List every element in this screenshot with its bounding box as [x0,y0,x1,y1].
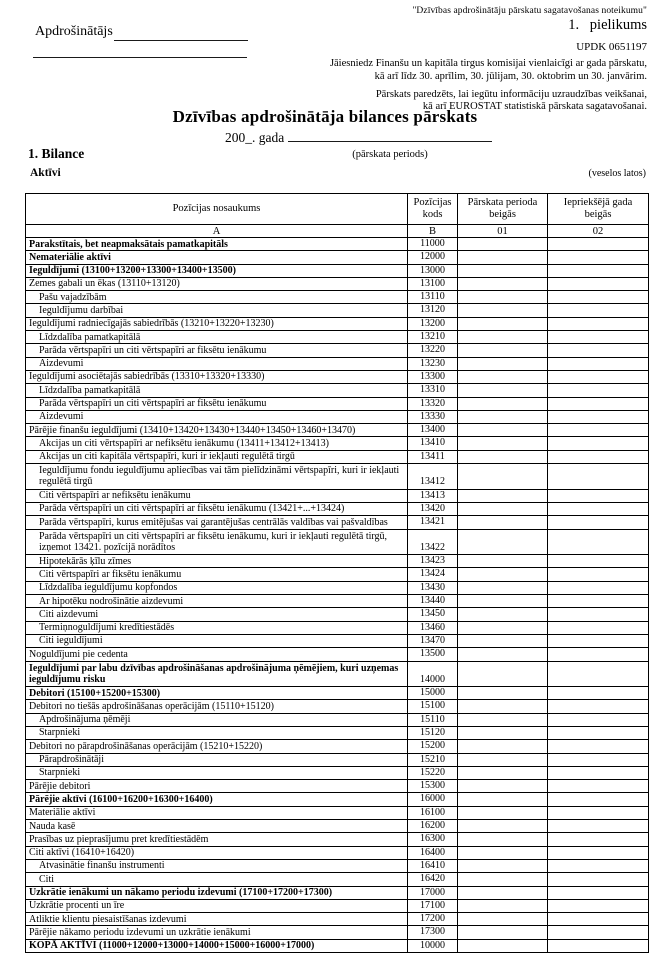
table-row [26,648,649,661]
row-label: Prasības uz pieprasījumu pret kredītiestādēm [26,833,408,846]
row-code: 15210 [408,753,458,766]
table-row [26,437,649,450]
col-header-position-code: Pozīcijas kods [408,194,458,225]
purpose-note-line-1: Pārskats paredzēts, lai iegūtu informāciju uzraudzības veikšanai, [375,88,647,100]
balance-table [25,193,649,953]
table-row [26,502,649,515]
value-current-period [458,806,548,819]
row-label: Citi aizdevumi [26,608,408,621]
row-code: 13330 [408,410,458,423]
row-label: Aizdevumi [26,357,408,370]
table-row [26,489,649,502]
submission-note-line-2: kā arī līdz 30. aprīlim, 30. jūlijam, 30. oktobrim un 30. janvārim. [374,70,647,82]
value-previous-year [548,555,649,568]
value-previous-year [548,913,649,926]
row-label: Pārapdrošinātāji [26,753,408,766]
row-label: Līdzdalība pamatkapitālā [26,384,408,397]
row-code: 13230 [408,357,458,370]
table-row [26,264,649,277]
row-label: Uzkrātie procenti un īre [26,899,408,912]
value-current-period [458,859,548,872]
value-previous-year [548,357,649,370]
table-row [26,621,649,634]
value-current-period [458,251,548,264]
value-current-period [458,291,548,304]
value-previous-year [548,766,649,779]
table-row [26,291,649,304]
row-label: KOPĀ AKTĪVI (11000+12000+13000+14000+15000+16000+17000) [26,939,408,952]
row-label: Citi vērtspapīri ar fiksētu ienākumu [26,568,408,581]
value-previous-year [548,608,649,621]
row-label: Pašu vajadzībām [26,291,408,304]
value-previous-year [548,926,649,939]
row-label: Citi [26,873,408,886]
table-row [26,806,649,819]
row-code: 13100 [408,277,458,290]
assets-subtitle: Aktīvi [30,167,61,179]
purpose-note-line-2: kā arī EUROSTAT statistiskā pārskata sagatavošanai. [422,101,647,113]
value-current-period [458,700,548,713]
row-code: 13430 [408,581,458,594]
row-label: Parāda vērtspapīri, kurus emitējušas vai garantējušas centrālās valdības vai pašvaldības [26,516,408,529]
table-header-row [26,194,649,225]
row-code: 13413 [408,489,458,502]
value-previous-year [548,304,649,317]
table-row [26,913,649,926]
value-current-period [458,833,548,846]
value-current-period [458,873,548,886]
value-current-period [458,634,548,647]
value-previous-year [548,899,649,912]
row-code: 16000 [408,793,458,806]
row-label: Nauda kasē [26,820,408,833]
row-label: Ieguldījumi (13100+13200+13300+13400+13500) [26,264,408,277]
row-code: 16400 [408,846,458,859]
value-current-period [458,595,548,608]
table-row [26,410,649,423]
row-label: Parāda vērtspapīri un citi vērtspapīri ar fiksētu ienākumu (13421+...+13424) [26,502,408,515]
row-label: Parakstītais, bet neapmaksātais pamatkapitāls [26,238,408,251]
insurer-label: Apdrošinātājs [35,24,113,39]
row-code: 13110 [408,291,458,304]
row-label: Pārējie finanšu ieguldījumi (13410+13420+13430+13440+13450+13460+13470) [26,424,408,437]
row-label: Citi ieguldījumi [26,634,408,647]
table-row [26,238,649,251]
row-label: Parāda vērtspapīri un citi vērtspapīri ar fiksētu ienākumu, kuri ir iekļauti regulētā tirgū, izņemot 13421. pozīcijā norādītos [26,529,408,555]
value-current-period [458,726,548,739]
value-current-period [458,608,548,621]
row-code: 13421 [408,516,458,529]
table-row [26,251,649,264]
table-row [26,634,649,647]
table-row [26,304,649,317]
value-previous-year [548,820,649,833]
value-current-period [458,370,548,383]
col-key-01: 01 [458,225,548,238]
value-current-period [458,568,548,581]
table-row [26,555,649,568]
form-header-right [217,6,647,114]
col-key-02: 02 [548,225,649,238]
value-previous-year [548,277,649,290]
value-current-period [458,410,548,423]
row-code: 17100 [408,899,458,912]
table-row [26,766,649,779]
value-previous-year [548,726,649,739]
row-code: 15200 [408,740,458,753]
value-previous-year [548,621,649,634]
value-previous-year [548,464,649,490]
table-row [26,516,649,529]
value-previous-year [548,661,649,687]
row-label: Atliktie klientu piesaistīšanas izdevumi [26,913,408,926]
period-line [225,129,492,146]
value-previous-year [548,317,649,330]
value-current-period [458,913,548,926]
row-label: Pārējie aktīvi (16100+16200+16300+16400) [26,793,408,806]
value-previous-year [548,793,649,806]
row-code: 16300 [408,833,458,846]
col-header-position-name: Pozīcijas nosaukums [26,194,408,225]
value-current-period [458,753,548,766]
value-previous-year [548,516,649,529]
value-current-period [458,489,548,502]
value-current-period [458,687,548,700]
row-label: Debitori (15100+15200+15300) [26,687,408,700]
table-row [26,886,649,899]
period-blank-field [288,129,492,142]
value-previous-year [548,833,649,846]
value-current-period [458,713,548,726]
value-current-period [458,926,548,939]
value-current-period [458,820,548,833]
row-label: Ar hipotēku nodrošinātie aizdevumi [26,595,408,608]
row-label: Citi aktīvi (16410+16420) [26,846,408,859]
table-row [26,331,649,344]
row-code: 12000 [408,251,458,264]
table-row [26,873,649,886]
row-code: 13410 [408,437,458,450]
row-label: Termiņnoguldījumi kredītiestādēs [26,621,408,634]
row-label: Ieguldījumi asociētajās sabiedrībās (13310+13320+13330) [26,370,408,383]
row-label: Citi vērtspapīri ar nefiksētu ienākumu [26,489,408,502]
value-current-period [458,424,548,437]
row-label: Ieguldījumu fondu ieguldījumu apliecības vai tām pielīdzināmi vērtspapīri, kuri ir iekļauti regulētā tirgū [26,464,408,490]
row-label: Pārējie debitori [26,780,408,793]
submission-note-line-1: Jāiesniedz Finanšu un kapitāla tirgus komisijai vienlaicīgi ar gada pārskatu, [329,58,647,69]
row-label: Zemes gabali un ēkas (13110+13120) [26,277,408,290]
value-previous-year [548,424,649,437]
row-code: 13420 [408,502,458,515]
value-current-period [458,317,548,330]
value-previous-year [548,568,649,581]
value-previous-year [548,384,649,397]
value-current-period [458,529,548,555]
value-previous-year [548,344,649,357]
value-previous-year [548,410,649,423]
table-row [26,859,649,872]
value-previous-year [548,700,649,713]
value-previous-year [548,595,649,608]
value-previous-year [548,291,649,304]
row-code: 13470 [408,634,458,647]
row-code: 13423 [408,555,458,568]
row-label: Ieguldījumu darbībai [26,304,408,317]
col-key-b: B [408,225,458,238]
value-current-period [458,357,548,370]
value-previous-year [548,450,649,463]
value-current-period [458,344,548,357]
regulation-reference: "Dzīvības apdrošinātāju pārskatu sagatavošanas noteikumu" [412,6,647,16]
section-title: 1. Bilance [28,146,85,161]
row-code: 13500 [408,648,458,661]
row-code: 16420 [408,873,458,886]
row-label: Noguldījumi pie cedenta [26,648,408,661]
row-code: 16410 [408,859,458,872]
row-code: 13424 [408,568,458,581]
value-previous-year [548,502,649,515]
value-previous-year [548,529,649,555]
value-current-period [458,516,548,529]
row-label: Materiālie aktīvi [26,806,408,819]
table-row [26,926,649,939]
row-label: Līdzdalība ieguldījumu kopfondos [26,581,408,594]
row-code: 13412 [408,464,458,490]
value-current-period [458,780,548,793]
value-previous-year [548,939,649,952]
table-row [26,939,649,952]
value-previous-year [548,370,649,383]
row-label: Parāda vērtspapīri un citi vērtspapīri ar fiksētu ienākumu [26,397,408,410]
row-label: Aizdevumi [26,410,408,423]
value-previous-year [548,397,649,410]
value-current-period [458,793,548,806]
row-code: 13200 [408,317,458,330]
row-code: 15110 [408,713,458,726]
value-previous-year [548,780,649,793]
row-code: 13450 [408,608,458,621]
value-current-period [458,846,548,859]
row-code: 13000 [408,264,458,277]
row-code: 13460 [408,621,458,634]
row-code: 15300 [408,780,458,793]
value-previous-year [548,264,649,277]
col-header-previous-year-end: Iepriekšējā gada beigās [548,194,649,225]
value-current-period [458,899,548,912]
row-label: Akcijas un citi vērtspapīri ar nefiksētu ienākumu (13411+13412+13413) [26,437,408,450]
table-row [26,687,649,700]
value-previous-year [548,648,649,661]
table-row [26,529,649,555]
table-row [26,740,649,753]
period-year-prefix: 200_. gada [225,130,285,145]
table-row [26,317,649,330]
row-label: Atvasinātie finanšu instrumenti [26,859,408,872]
col-header-period-end: Pārskata perioda beigās [458,194,548,225]
row-code: 15000 [408,687,458,700]
value-current-period [458,939,548,952]
table-row [26,726,649,739]
row-code: 13422 [408,529,458,555]
value-previous-year [548,634,649,647]
row-label: Līdzdalība pamatkapitālā [26,331,408,344]
row-code: 14000 [408,661,458,687]
row-code: 13310 [408,384,458,397]
value-current-period [458,304,548,317]
table-row [26,581,649,594]
row-label: Pārējie nākamo periodu izdevumi un uzkrātie ienākumi [26,926,408,939]
table-row [26,568,649,581]
updk-code: UPDK 0651197 [576,41,647,53]
value-current-period [458,450,548,463]
row-code: 15220 [408,766,458,779]
value-current-period [458,277,548,290]
value-previous-year [548,687,649,700]
value-current-period [458,621,548,634]
table-row [26,370,649,383]
value-previous-year [548,873,649,886]
row-code: 16100 [408,806,458,819]
value-current-period [458,437,548,450]
value-previous-year [548,713,649,726]
value-current-period [458,264,548,277]
row-label: Debitori no tiešās apdrošināšanas operācijām (15110+15120) [26,700,408,713]
value-previous-year [548,753,649,766]
table-row [26,384,649,397]
table-body [26,238,649,953]
value-current-period [458,886,548,899]
value-current-period [458,661,548,687]
value-previous-year [548,251,649,264]
value-current-period [458,331,548,344]
value-previous-year [548,437,649,450]
submission-note [217,58,647,84]
value-previous-year [548,886,649,899]
row-code: 17300 [408,926,458,939]
table-row [26,820,649,833]
value-current-period [458,238,548,251]
table-row [26,753,649,766]
value-previous-year [548,846,649,859]
row-code: 17000 [408,886,458,899]
table-row [26,357,649,370]
row-code: 13220 [408,344,458,357]
table-row [26,899,649,912]
row-label: Debitori no pārapdrošināšanas operācijām (15210+15220) [26,740,408,753]
value-current-period [458,502,548,515]
row-label: Hipotekārās ķīlu zīmes [26,555,408,568]
value-previous-year [548,489,649,502]
table-row [26,450,649,463]
row-label: Ieguldījumi radniecīgajās sabiedrībās (13210+13220+13230) [26,317,408,330]
row-label: Ieguldījumi par labu dzīvības apdrošināšanas apdrošinājuma ņēmējiem, kuri uzņemas ieguldījumu risku [26,661,408,687]
value-current-period [458,581,548,594]
row-label: Parāda vērtspapīri un citi vērtspapīri ar fiksētu ienākumu [26,344,408,357]
table-row [26,464,649,490]
value-current-period [458,397,548,410]
table-row [26,833,649,846]
row-label: Starpnieki [26,726,408,739]
row-label: Uzkrātie ienākumi un nākamo periodu izdevumi (17100+17200+17300) [26,886,408,899]
row-code: 13411 [408,450,458,463]
row-code: 15120 [408,726,458,739]
row-code: 13400 [408,424,458,437]
table-row [26,661,649,687]
value-current-period [458,740,548,753]
document-title: Dzīvības apdrošinātāja bilances pārskats [172,107,478,126]
table-row [26,713,649,726]
table-row [26,846,649,859]
value-current-period [458,766,548,779]
table-row [26,344,649,357]
row-label: Starpnieki [26,766,408,779]
row-code: 16200 [408,820,458,833]
row-label: Apdrošinājuma ņēmēji [26,713,408,726]
table-row [26,397,649,410]
row-code: 13440 [408,595,458,608]
value-current-period [458,464,548,490]
insurer-name-blank-field-2 [33,43,247,58]
row-code: 17200 [408,913,458,926]
value-previous-year [548,581,649,594]
row-code: 15100 [408,700,458,713]
annex-number: 1. pielikums [568,17,647,33]
value-previous-year [548,740,649,753]
row-code: 13210 [408,331,458,344]
table-row [26,780,649,793]
row-label: Akcijas un citi kapitāla vērtspapīri, kuri ir iekļauti regulētā tirgū [26,450,408,463]
value-current-period [458,555,548,568]
table-row [26,424,649,437]
value-previous-year [548,238,649,251]
row-code: 13120 [408,304,458,317]
col-key-a: A [26,225,408,238]
row-code: 13320 [408,397,458,410]
row-code: 11000 [408,238,458,251]
row-code: 13300 [408,370,458,383]
row-code: 10000 [408,939,458,952]
units-note: (veselos latos) [588,168,646,179]
value-previous-year [548,331,649,344]
value-current-period [458,648,548,661]
table-key-row [26,225,649,238]
table-row [26,700,649,713]
table-row [26,595,649,608]
table-row [26,608,649,621]
period-caption: (pārskata periods) [352,149,428,160]
value-current-period [458,384,548,397]
table-row [26,277,649,290]
value-previous-year [548,859,649,872]
row-label: Nemateriālie aktīvi [26,251,408,264]
value-previous-year [548,806,649,819]
table-row [26,793,649,806]
